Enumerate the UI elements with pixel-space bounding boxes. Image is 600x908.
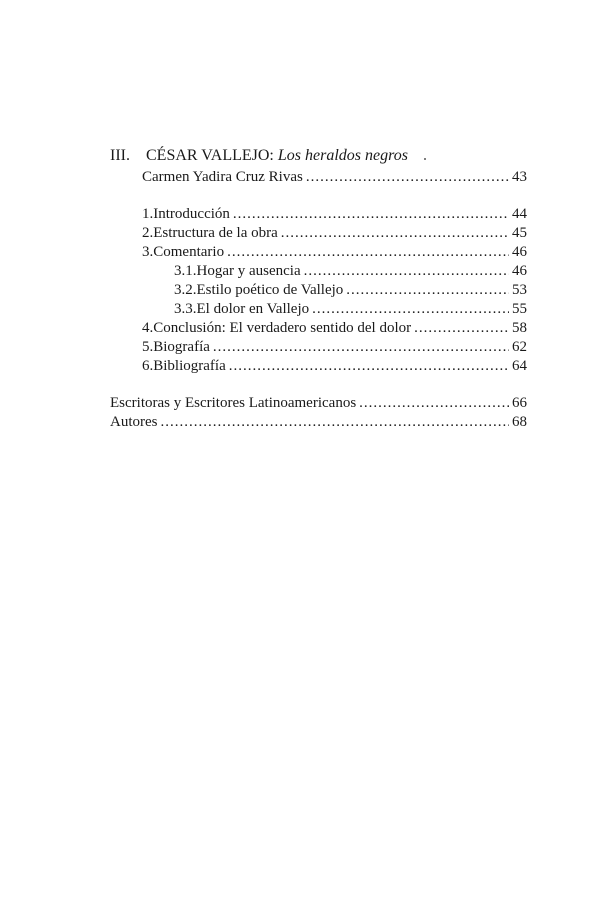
toc-entry[interactable] [142, 357, 527, 375]
dot-leader [306, 168, 509, 186]
entry-page: 45 [512, 225, 527, 241]
entry-page: 44 [512, 206, 527, 222]
entry-number: 4. [142, 320, 154, 336]
entry-page: 46 [512, 244, 527, 260]
toc-entry-back-matter[interactable] [110, 394, 527, 412]
entry-page: 66 [512, 395, 527, 411]
dot-leader [346, 281, 509, 299]
toc-entry[interactable] [142, 205, 527, 223]
toc-entry[interactable] [142, 319, 527, 337]
entry-page: 43 [512, 169, 527, 185]
dot-leader [233, 205, 509, 223]
print-speck [424, 158, 426, 160]
entry-label: Carmen Yadira Cruz Rivas [142, 169, 303, 185]
dot-leader [359, 394, 509, 412]
entry-page: 46 [512, 263, 527, 279]
part-title-italic: Los heraldos negros [277, 147, 408, 164]
dot-leader [213, 338, 509, 356]
toc-subentry[interactable] [174, 300, 527, 318]
entry-label: Estilo poético de Vallejo [196, 282, 344, 298]
toc-entry-back-matter[interactable] [110, 413, 527, 431]
part-number: III. [110, 147, 130, 164]
entry-label: Autores [110, 414, 158, 430]
dot-leader [229, 357, 509, 375]
dot-leader [312, 300, 509, 318]
entry-number: 5. [142, 339, 154, 355]
entry-label: El dolor en Vallejo [196, 301, 310, 317]
entry-label: Bibliografía [153, 358, 226, 374]
entry-page: 53 [512, 282, 527, 298]
toc-entry[interactable] [142, 243, 527, 261]
part-title-main: CÉSAR VALLEJO: [146, 147, 274, 164]
dot-leader [304, 262, 509, 280]
toc-subentry[interactable] [174, 262, 527, 280]
entry-label: Conclusión: El verdadero sentido del dolor [153, 320, 412, 336]
entry-number: 3.2. [174, 282, 197, 298]
entry-label: Estructura de la obra [153, 225, 278, 241]
entry-page: 55 [512, 301, 527, 317]
entry-number: 3. [142, 244, 154, 260]
entry-number: 2. [142, 225, 154, 241]
toc-entry[interactable] [142, 338, 527, 356]
entry-label: Comentario [153, 244, 225, 260]
toc-entry[interactable] [142, 224, 527, 242]
dot-leader [161, 413, 510, 431]
entry-page: 68 [512, 414, 527, 430]
entry-page: 62 [512, 339, 527, 355]
part-heading [110, 146, 408, 166]
entry-number: 3.1. [174, 263, 197, 279]
entry-label: Biografía [153, 339, 210, 355]
entry-number: 3.3. [174, 301, 197, 317]
entry-page: 64 [512, 358, 527, 374]
dot-leader [227, 243, 509, 261]
toc-subentry[interactable] [174, 281, 527, 299]
entry-label: Escritoras y Escritores Latinoamericanos [110, 395, 357, 411]
toc-entry-author[interactable] [142, 168, 527, 186]
entry-label: Hogar y ausencia [196, 263, 301, 279]
dot-leader [281, 224, 509, 242]
entry-label: Introducción [153, 206, 230, 222]
entry-number: 1. [142, 206, 154, 222]
dot-leader [414, 319, 509, 337]
entry-number: 6. [142, 358, 154, 374]
entry-page: 58 [512, 320, 527, 336]
